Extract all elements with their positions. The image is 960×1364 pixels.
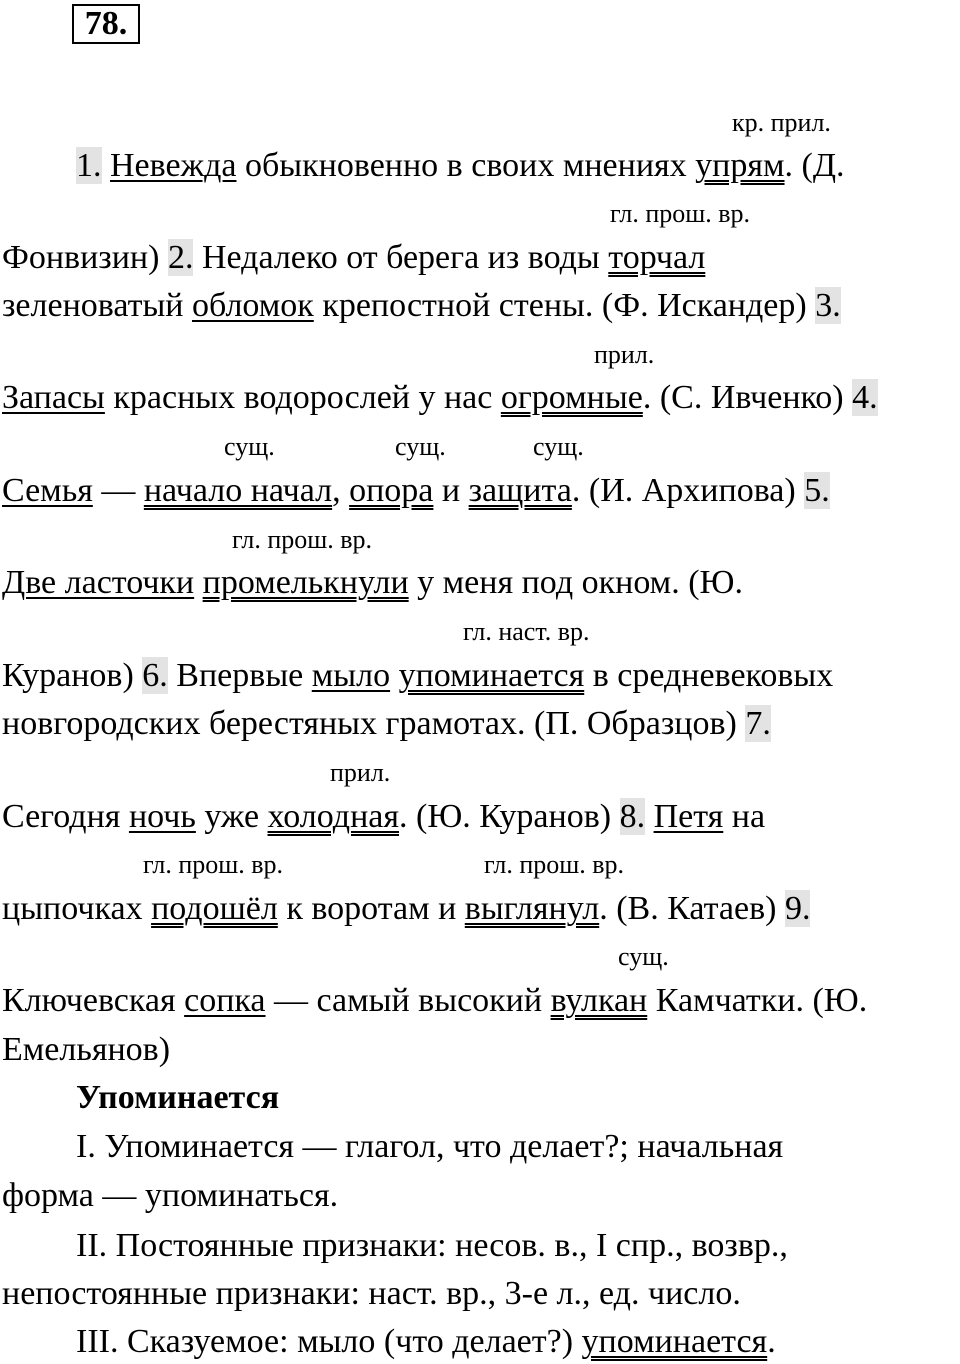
subject-word: Невежда [110, 147, 237, 184]
annotation-verb-past: гл. прош. вр. [484, 850, 625, 879]
annotation-verb-past: гл. прош. вр. [143, 850, 284, 879]
analysis-heading: Упоминается [76, 1079, 280, 1116]
text-line [2, 378, 878, 418]
text-fragment [194, 564, 203, 601]
sentence-number: 8. [619, 798, 646, 835]
annotation-noun: сущ. [533, 432, 584, 461]
text-fragment: на [723, 798, 766, 835]
text-line [76, 146, 845, 186]
text-fragment: . (Ю. Куранов) [399, 798, 620, 835]
text-fragment: . (С. Ивченко) [642, 379, 853, 416]
predicate-word: упрям [695, 147, 785, 184]
sentence-number: 3. [815, 287, 841, 324]
text-fragment: обыкновенно в своих мнениях [236, 147, 696, 184]
text-fragment: . (И. Архипова) [571, 472, 805, 509]
annotation-verb-past: гл. прош. вр. [610, 199, 751, 228]
text-fragment: цыпочках [2, 890, 152, 927]
text-fragment: крепостной стены. (Ф. Искандер) [313, 287, 816, 324]
analysis-paragraph [76, 1322, 776, 1362]
predicate-word: защита [468, 472, 572, 509]
predicate-word: огромные [500, 379, 643, 416]
annotation-adjective: прил. [330, 758, 391, 787]
predicate-word: выглянул [464, 890, 600, 927]
text-fragment: у меня под окном. (Ю. [408, 564, 743, 601]
text-fragment: уже [195, 798, 268, 835]
text-line [2, 889, 810, 929]
text-fragment: . [767, 1323, 776, 1360]
text-fragment: зеленоватый [2, 287, 192, 324]
text-fragment: Сегодня [2, 798, 129, 835]
text-line [2, 1030, 170, 1070]
analysis-paragraph: форма — упоминаться. [2, 1177, 339, 1214]
text-fragment: , [332, 472, 350, 509]
sentence-number: 7. [745, 705, 771, 742]
predicate-word: упоминается [581, 1323, 768, 1360]
subject-word: Семья [2, 472, 93, 509]
predicate-word: торчал [608, 239, 706, 276]
predicate-word: вулкан [550, 982, 648, 1019]
predicate-word: промелькнули [202, 564, 409, 601]
text-fragment: красных водорослей у нас [104, 379, 501, 416]
text-fragment: и [433, 472, 469, 509]
subject-word: сопка [184, 982, 266, 1019]
text-fragment: — [92, 472, 144, 509]
text-fragment: Куранов) [2, 657, 143, 694]
analysis-paragraph: непостоянные признаки: наст. вр., 3-е л., ед. число. [2, 1275, 741, 1312]
sentence-number: 1. [76, 147, 102, 184]
text-fragment [390, 657, 399, 694]
sentence-number: 9. [784, 890, 811, 927]
text-line [2, 797, 765, 837]
annotation-verb-past: гл. прош. вр. [232, 525, 373, 554]
sentence-number: 4. [852, 379, 878, 416]
text-fragment [645, 798, 654, 835]
subject-word: Петя [653, 798, 724, 835]
text-fragment: Камчатки. (Ю. [647, 982, 868, 1019]
text-fragment: Впервые [167, 657, 312, 694]
analysis-paragraph: II. Постоянные признаки: несов. в., I спр., возвр., [76, 1227, 788, 1264]
text-line [2, 656, 833, 696]
annotation-adjective: прил. [594, 340, 655, 369]
exercise-number: 78. [72, 4, 140, 44]
text-fragment: в средневековых [584, 657, 834, 694]
sentence-number: 6. [142, 657, 168, 694]
text-fragment: . (В. Катаев) [599, 890, 785, 927]
sentence-number: 5. [804, 472, 830, 509]
text-line [2, 704, 771, 744]
analysis-paragraph: I. Упоминается — глагол, что делает?; начальная [76, 1128, 784, 1165]
text-line [2, 981, 867, 1021]
subject-word: ночь [128, 798, 196, 835]
predicate-word: начало начал [143, 472, 333, 509]
text-fragment: Ключевская [2, 982, 185, 1019]
text-fragment: Недалеко от берега из воды [193, 239, 609, 276]
subject-word: мыло [311, 657, 391, 694]
text-fragment: . (Д. [784, 147, 845, 184]
text-line [2, 471, 830, 511]
subject-word: обломок [192, 287, 314, 324]
text-line [2, 238, 705, 278]
text-fragment: новгородских берестяных грамотах. (П. Образцов) [2, 705, 746, 742]
text-line [2, 563, 743, 603]
subject-word: Запасы [2, 379, 105, 416]
annotation-noun: сущ. [395, 432, 446, 461]
annotation-short-adjective: кр. прил. [732, 108, 831, 137]
predicate-word: холодная [267, 798, 400, 835]
predicate-word: опора [349, 472, 434, 509]
predicate-word: упоминается [398, 657, 585, 694]
subject-word: Две ласточки [2, 564, 195, 601]
annotation-verb-present: гл. наст. вр. [463, 617, 590, 646]
text-line [2, 286, 841, 326]
text-fragment: III. Сказуемое: мыло (что делает?) [76, 1323, 582, 1360]
annotation-noun: сущ. [224, 432, 275, 461]
predicate-word: подошёл [151, 890, 278, 927]
text-fragment: Фонвизин) [2, 239, 168, 276]
text-fragment: Емельянов) [2, 1031, 171, 1068]
text-fragment: — самый высокий [265, 982, 551, 1019]
annotation-noun: сущ. [618, 942, 669, 971]
text-fragment: к воротам и [277, 890, 465, 927]
sentence-number: 2. [167, 239, 194, 276]
